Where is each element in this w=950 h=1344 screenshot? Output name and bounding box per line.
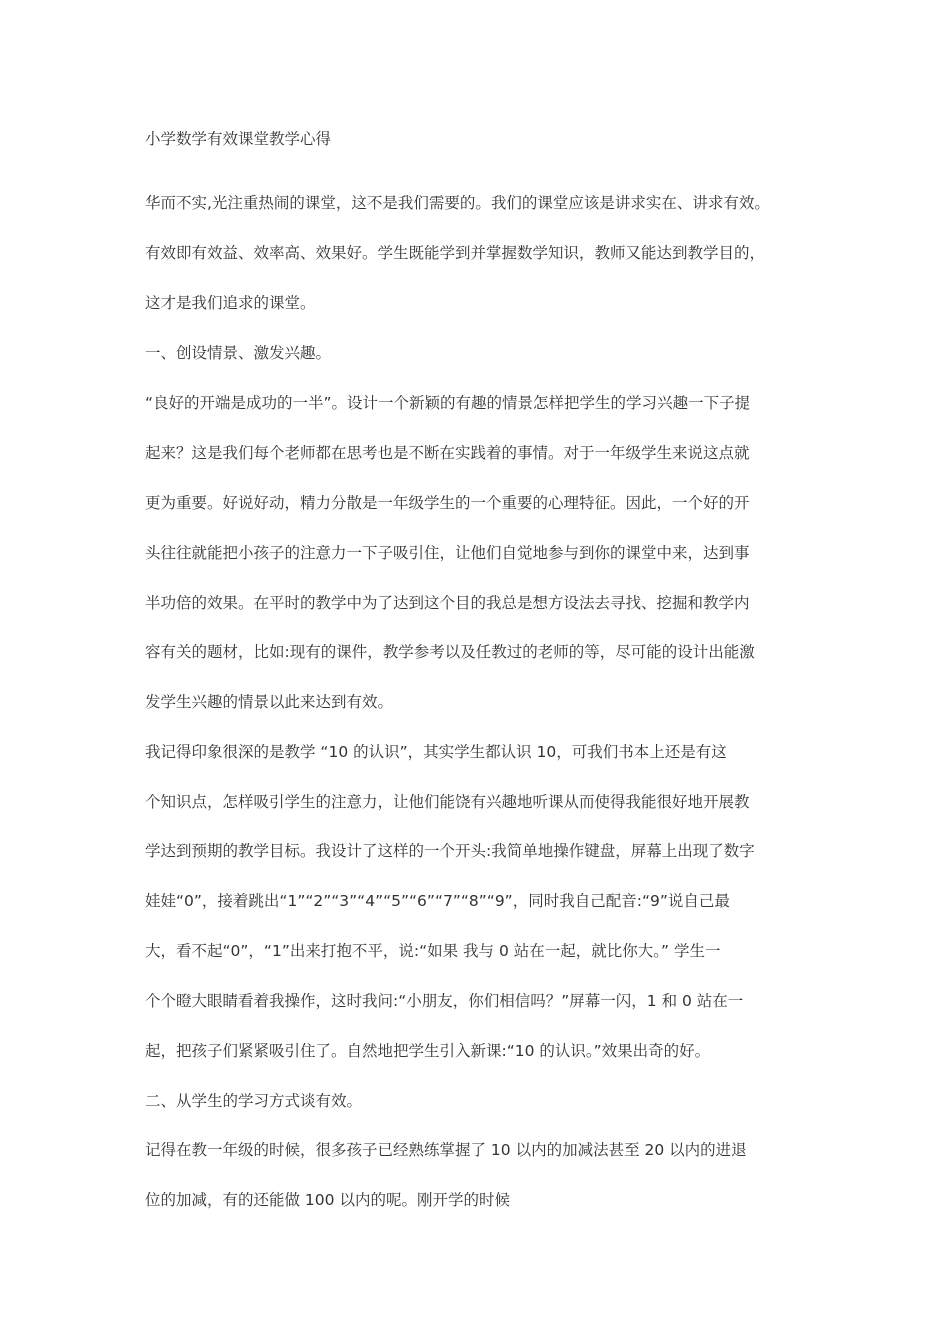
paragraph-line: 头往往就能把小孩子的注意力一下子吸引住，让他们自觉地参与到你的课堂中来，达到事 [145, 544, 750, 562]
paragraph-line: 华而不实,光注重热闹的课堂，这不是我们需要的。我们的课堂应该是讲求实在、讲求有效。 [145, 194, 770, 212]
paragraph-line: 我记得印象很深的是教学 “10 的认识”，其实学生都认识 10，可我们书本上还是有这 [145, 743, 727, 761]
paragraph-line: 娃娃“0”，接着跳出“1”“2”“3”“4”“5”“6”“7”“8”“9”，同时我自己配音:“9”说自己最 [145, 892, 730, 910]
paragraph-line: 起，把孩子们紧紧吸引住了。自然地把学生引入新课:“10 的认识。”效果出奇的好。 [145, 1042, 711, 1060]
paragraph-line: “良好的开端是成功的一半”。设计一个新颖的有趣的情景怎样把学生的学习兴趣一下子提 [145, 394, 751, 412]
paragraph-line: 这才是我们追求的课堂。 [145, 294, 316, 312]
paragraph-line: 记得在教一年级的时候，很多孩子已经熟练掌握了 10 以内的加减法甚至 20 以内的进退 [145, 1141, 747, 1159]
paragraph-line: 学达到预期的教学目标。我设计了这样的一个开头:我简单地操作键盘，屏幕上出现了数字 [145, 842, 755, 860]
section-heading: 二、从学生的学习方式谈有效。 [145, 1092, 363, 1110]
paragraph-line: 有效即有效益、效率高、效果好。学生既能学到并掌握数学知识，教师又能达到教学目的， [145, 244, 766, 262]
paragraph-line: 个知识点，怎样吸引学生的注意力，让他们能饶有兴趣地听课从而使得我能很好地开展教 [145, 793, 750, 811]
paragraph-line: 位的加减，有的还能做 100 以内的呢。刚开学的时候 [145, 1191, 510, 1209]
paragraph-line: 容有关的题材，比如:现有的课件，教学参考以及任教过的老师的等，尽可能的设计出能激 [145, 643, 755, 661]
paragraph-line: 大，看不起“0”，“1”出来打抱不平，说:“如果 我与 0 站在一起，就比你大。” 学生一 [145, 942, 721, 960]
paragraph-line: 个个瞪大眼睛看着我操作，这时我问:“小朋友，你们相信吗？”屏幕一闪，1 和 0 站在一 [145, 992, 744, 1010]
paragraph-line: 更为重要。好说好动，精力分散是一年级学生的一个重要的心理特征。因此，一个好的开 [145, 494, 750, 512]
paragraph-line: 半功倍的效果。在平时的教学中为了达到这个目的我总是想方设法去寻找、挖掘和教学内 [145, 594, 750, 612]
paragraph-line: 发学生兴趣的情景以此来达到有效。 [145, 693, 394, 711]
section-heading: 一、创设情景、激发兴趣。 [145, 344, 332, 362]
paragraph-line: 起来？这是我们每个老师都在思考也是不断在实践着的事情。对于一年级学生来说这点就 [145, 444, 750, 462]
document-title: 小学数学有效课堂教学心得 [145, 130, 332, 148]
